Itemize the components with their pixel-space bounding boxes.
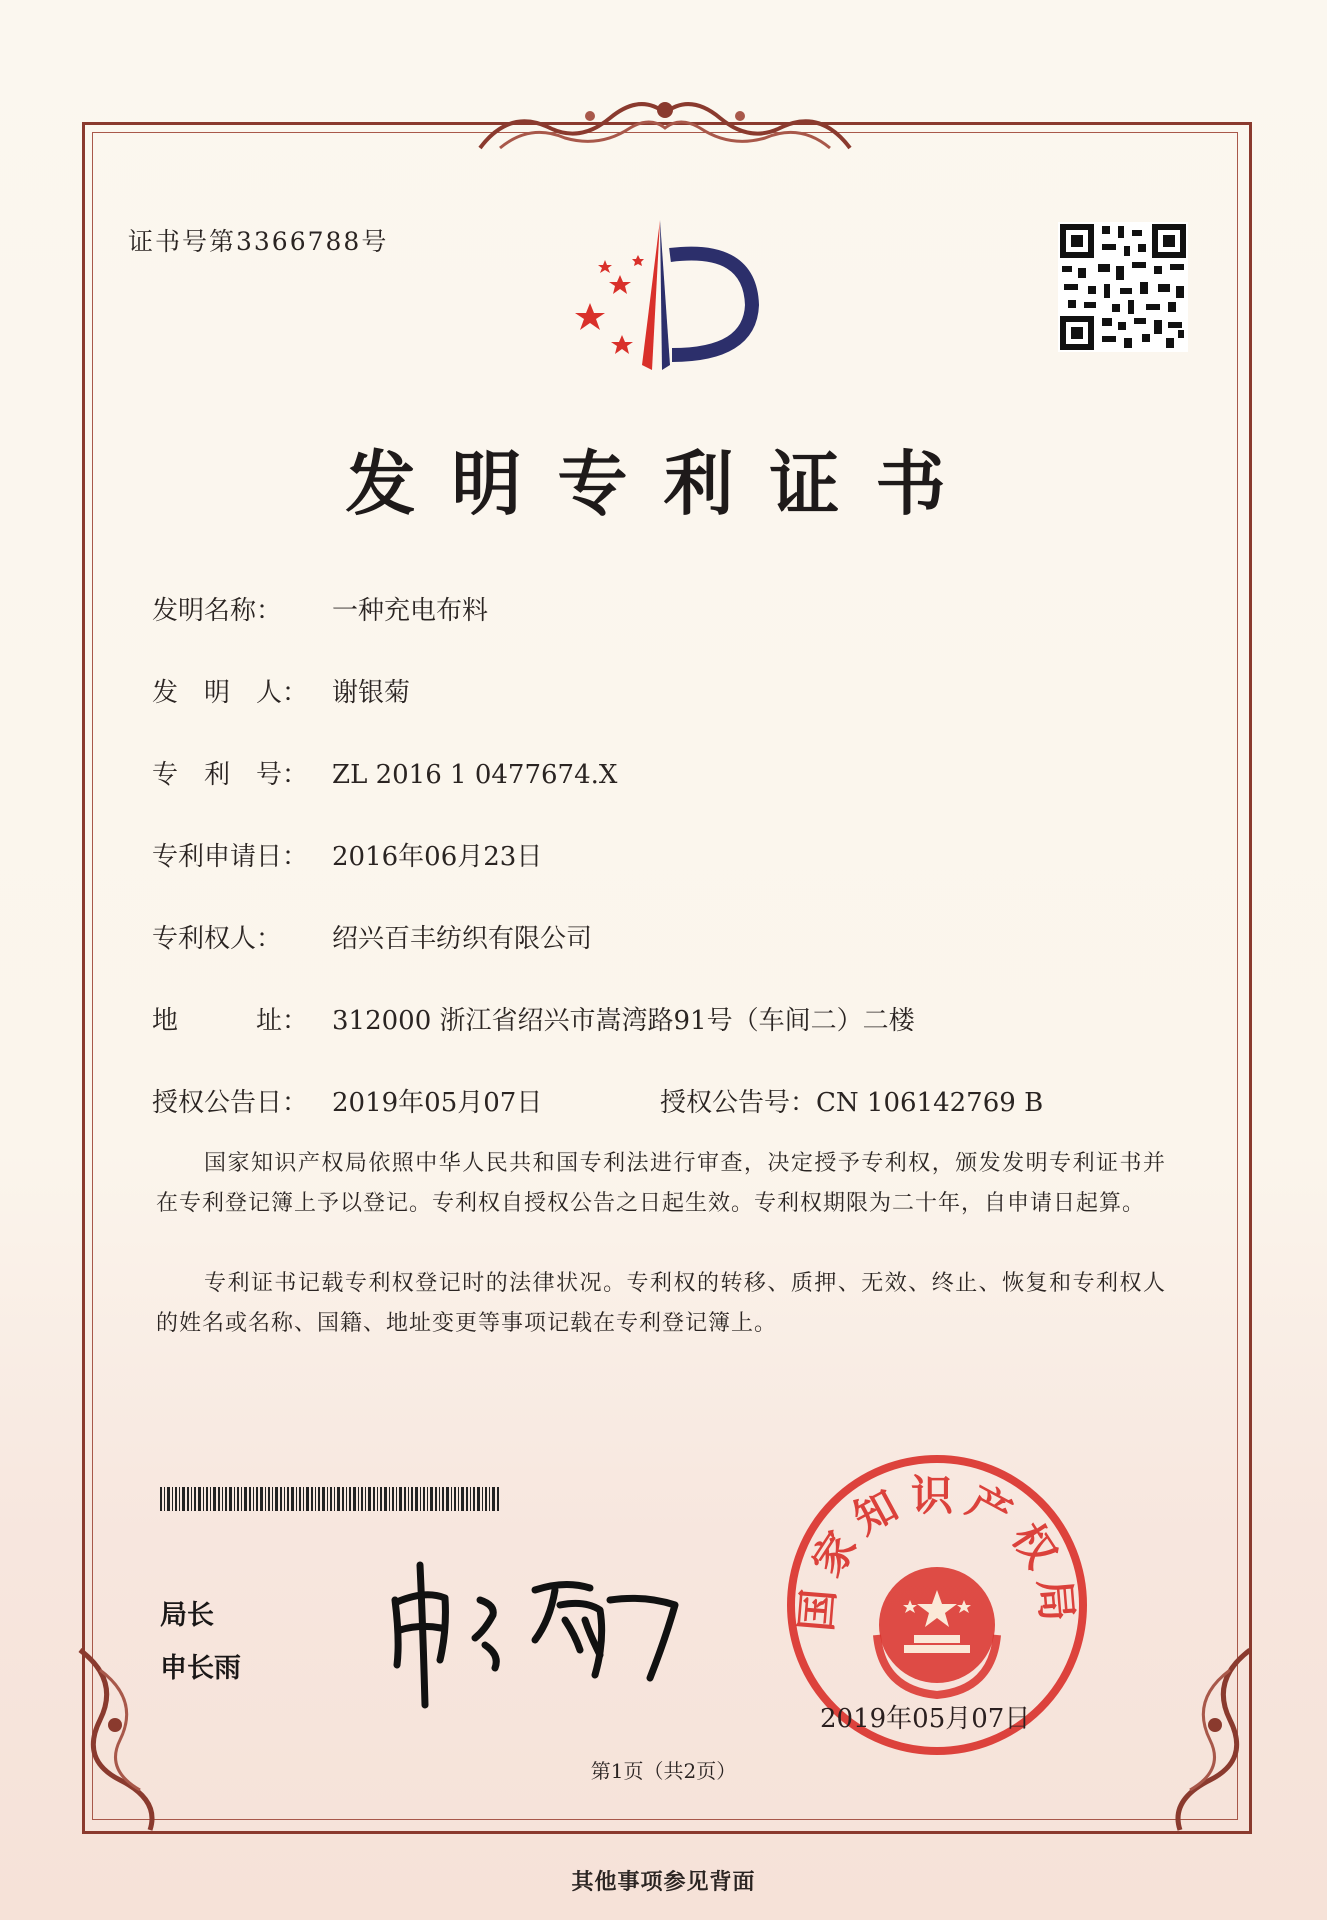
- inventor-value: 谢银菊: [332, 678, 411, 708]
- page-number: 第1页（共2页）: [590, 1759, 737, 1783]
- director-name: 申长雨: [160, 1653, 241, 1684]
- seal-text: 国家知识产权局: [791, 1471, 1083, 1634]
- invention-name-row: [152, 590, 488, 627]
- patentee-row: [152, 918, 592, 955]
- footer-note: 其他事项参见背面: [571, 1869, 756, 1895]
- certificate-number: 证书号第3366788号: [128, 227, 389, 256]
- invention-name-value: 一种充电布料: [332, 596, 489, 626]
- seal-date: 2019年05月07日: [820, 1704, 1031, 1734]
- application-date-row: [152, 836, 542, 873]
- patent-office-emblem: [560, 215, 770, 375]
- director-title: 局长: [160, 1600, 214, 1631]
- director-signature: [385, 1560, 685, 1710]
- grant-number-label: 授权公告号：: [660, 1088, 817, 1118]
- patentee-label: 专利权人：: [152, 924, 283, 954]
- address-value: 312000 浙江省绍兴市嵩湾路91号（车间二）二楼: [332, 1006, 915, 1036]
- address-label: 地 址：: [152, 1006, 309, 1036]
- address-row: [152, 1000, 915, 1037]
- patent-number-value: ZL 2016 1 0477674.X: [332, 760, 618, 790]
- inventor-label: 发 明 人：: [152, 678, 309, 708]
- certificate-paragraph: 国家知识产权局依照中华人民共和国专利法进行审查，决定授予专利权，颁发发明专利证书并在专利登记簿上予以登记。专利权自授权公告之日起生效。专利权期限为二十年，自申请日起算。: [156, 1151, 1166, 1216]
- patent-number-row: [152, 754, 617, 791]
- barcode: [160, 1487, 500, 1511]
- certificate-title: 发明专利证书: [345, 442, 982, 525]
- grant-date-row: [152, 1082, 542, 1119]
- certificate-paragraph: 专利证书记载专利权登记时的法律状况。专利权的转移、质押、无效、终止、恢复和专利权人的姓名或名称、国籍、地址变更等事项记载在专利登记簿上。: [156, 1271, 1166, 1336]
- patentee-value: 绍兴百丰纺织有限公司: [332, 924, 593, 954]
- patent-number-label: 专 利 号：: [152, 760, 309, 790]
- top-ornament: [470, 88, 860, 158]
- inventor-row: [152, 672, 410, 709]
- application-date-label: 专利申请日：: [152, 842, 309, 872]
- grant-number-row: [660, 1082, 1043, 1119]
- grant-date-value: 2019年05月07日: [332, 1088, 543, 1118]
- grant-number-value: CN 106142769 B: [816, 1088, 1044, 1118]
- invention-name-label: 发明名称：: [152, 596, 283, 626]
- bottom-right-ornament: [1120, 1640, 1270, 1840]
- grant-date-label: 授权公告日：: [152, 1088, 309, 1118]
- application-date-value: 2016年06月23日: [332, 842, 543, 872]
- qr-code: [1058, 222, 1188, 352]
